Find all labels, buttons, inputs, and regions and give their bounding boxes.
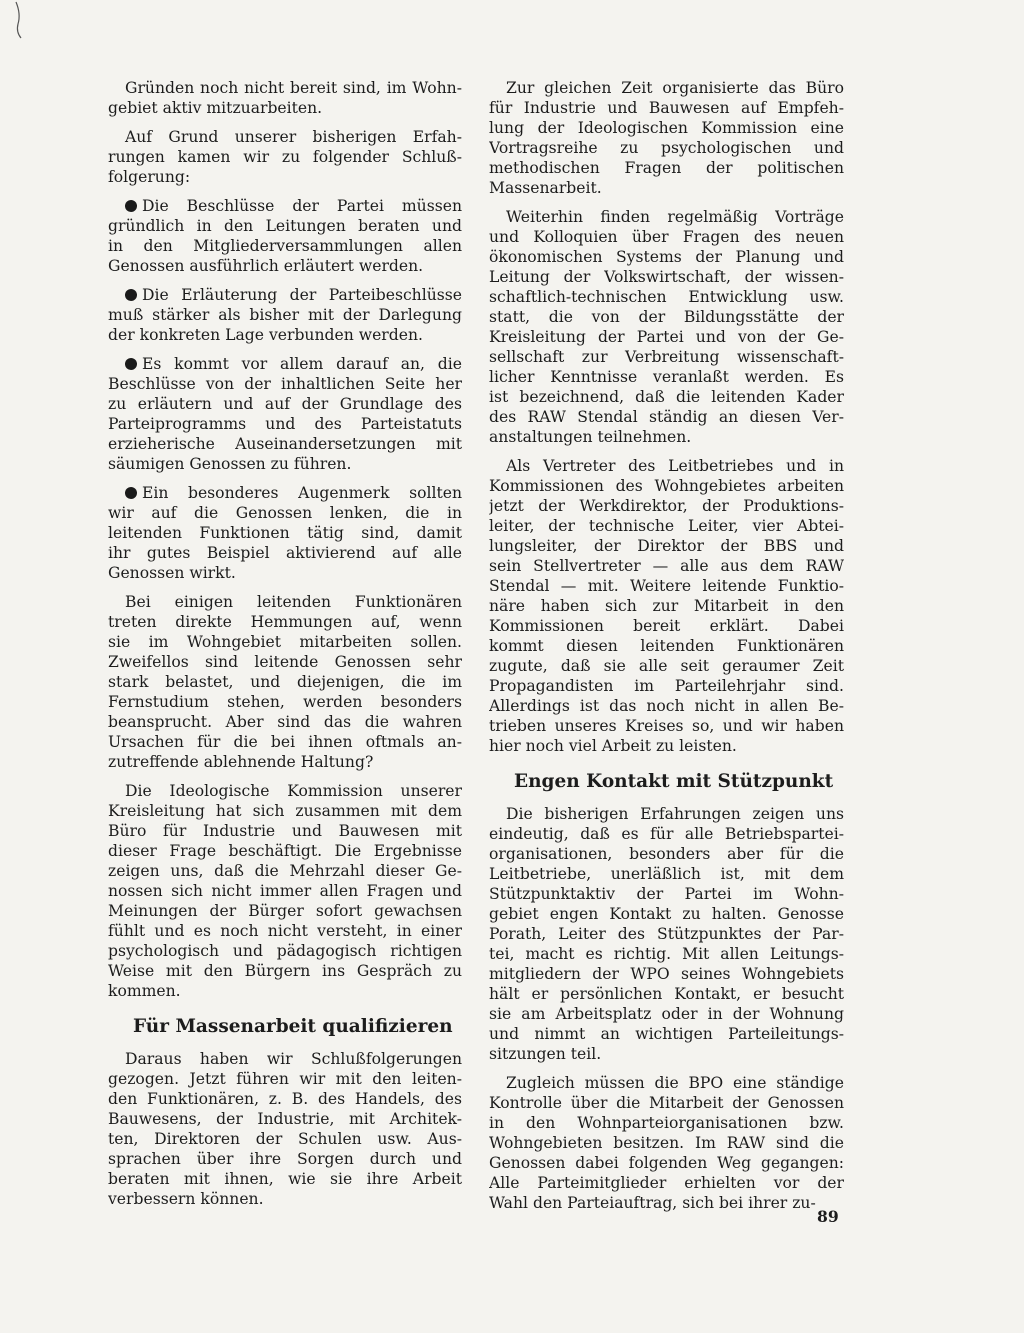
text-line: Weise mit den Bürgern ins Gespräch zu bbox=[108, 962, 462, 980]
text-line: für Industrie und Bauwesen auf Empfeh- bbox=[489, 99, 844, 117]
paragraph bbox=[489, 804, 844, 1064]
text-line: rungen kamen wir zu folgender Schluß- bbox=[108, 148, 462, 166]
text-line: hält er persönlichen Kontakt, er besucht bbox=[489, 985, 844, 1003]
text-line: Zweifellos sind leitende Genossen sehr bbox=[108, 653, 462, 671]
text-line: anstaltungen teilnehmen. bbox=[489, 428, 692, 446]
text-line: sie am Arbeitsplatz oder in der Wohnung bbox=[489, 1005, 844, 1023]
bullet-icon bbox=[125, 358, 137, 370]
text-line: ihr gutes Beispiel aktivierend auf alle bbox=[108, 544, 462, 562]
text-line: Zugleich müssen die BPO eine ständige bbox=[506, 1074, 844, 1092]
text-line: tei, macht es richtig. Mit allen Leitungs- bbox=[489, 945, 844, 963]
text-line: gründlich in den Leitungen beraten und bbox=[108, 217, 462, 235]
text-line: ist bezeichnend, daß die leitenden Kader bbox=[489, 388, 844, 406]
text-line: des RAW Stendal ständig an diesen Ver- bbox=[489, 408, 844, 426]
section-heading: Für Massenarbeit qualifizieren bbox=[133, 1016, 453, 1037]
section-heading: Engen Kontakt mit Stützpunkt bbox=[514, 771, 834, 792]
text-line: Daraus haben wir Schlußfolgerungen bbox=[125, 1050, 462, 1068]
text-line: Leitung der Volkswirtschaft, der wissen- bbox=[489, 268, 844, 286]
bullet-icon bbox=[125, 200, 137, 212]
text-line: zu erläutern und auf der Grundlage des bbox=[108, 395, 462, 413]
text-line: der konkreten Lage verbunden werden. bbox=[108, 326, 423, 344]
text-line: leitenden Funktionen tätig sind, damit bbox=[108, 524, 462, 542]
text-line: Wahl den Parteiauftrag, sich bei ihrer zu- bbox=[489, 1194, 816, 1212]
text-line: licher Kenntnisse veranlaßt werden. Es bbox=[489, 368, 844, 386]
text-line: schaftlich-technischen Entwicklung usw. bbox=[489, 288, 844, 306]
text-line: Gründen noch nicht bereit sind, im Wohn- bbox=[125, 79, 462, 97]
text-line: Bauwesens, der Industrie, mit Architek- bbox=[108, 1110, 462, 1128]
text-line: Alle Parteimitglieder erhielten vor der bbox=[489, 1174, 844, 1192]
text-line: Genossen dabei folgenden Weg gegangen: bbox=[489, 1154, 844, 1172]
text-line: Vortragsreihe zu psychologischen und bbox=[489, 139, 844, 157]
paragraph bbox=[489, 207, 844, 447]
text-line: Büro für Industrie und Bauwesen mit bbox=[108, 822, 462, 840]
text-line: verbessern können. bbox=[108, 1190, 264, 1208]
text-line: muß stärker als bisher mit der Darlegung bbox=[108, 306, 462, 324]
text-line: Weiterhin finden regelmäßig Vorträge bbox=[506, 208, 844, 226]
text-line: sitzungen teil. bbox=[489, 1045, 602, 1063]
text-line: sein Stellvertreter — alle aus dem RAW bbox=[489, 557, 844, 575]
text-line: Parteiprogramms und des Parteistatuts bbox=[108, 415, 462, 433]
text-line: stark belastet, und diejenigen, die im bbox=[108, 673, 462, 691]
text-line: leiter, der technische Leiter, vier Abtei- bbox=[489, 517, 844, 535]
text-line: treten direkte Hemmungen auf, wenn bbox=[108, 613, 462, 631]
paragraph bbox=[489, 1073, 844, 1213]
text-line: erzieherische Auseinandersetzungen mit bbox=[108, 435, 462, 453]
text-line: zutreffende ablehnende Haltung? bbox=[108, 753, 374, 771]
bullet-text: Ein besonderes Augenmerk sollten bbox=[142, 484, 462, 502]
text-line: Auf Grund unserer bisherigen Erfah- bbox=[125, 128, 462, 146]
text-line: hier noch viel Arbeit zu leisten. bbox=[489, 737, 737, 755]
text-line: sie im Wohngebiet mitarbeiten sollen. bbox=[108, 633, 462, 651]
text-line: und nimmt an wichtigen Parteileitungs- bbox=[489, 1025, 844, 1043]
text-line: Kreisleitung der Partei und von der Ge- bbox=[489, 328, 844, 346]
text-line bbox=[108, 196, 462, 216]
text-line: wir auf die Genossen lenken, die in bbox=[108, 504, 462, 522]
text-line: Stützpunktaktiv der Partei im Wohn- bbox=[489, 885, 844, 903]
page-number: 89 bbox=[817, 1207, 839, 1226]
text-line: gezogen. Jetzt führen wir mit den leiten- bbox=[108, 1070, 462, 1088]
text-line: mitgliedern der WPO seines Wohngebiets bbox=[489, 965, 844, 983]
bullet-text: Es kommt vor allem darauf an, die bbox=[142, 355, 462, 373]
scan-edge-mark bbox=[12, 0, 26, 40]
text-line: sprachen über ihre Sorgen durch und bbox=[108, 1150, 462, 1168]
text-line: Als Vertreter des Leitbetriebes und in bbox=[506, 457, 844, 475]
text-line bbox=[108, 285, 462, 305]
text-line: ökonomischen Systems der Planung und bbox=[489, 248, 844, 266]
text-line: und Kolloquien über Fragen des neuen bbox=[489, 228, 844, 246]
paragraph bbox=[108, 592, 462, 772]
bullet-icon bbox=[125, 289, 137, 301]
bullet-item bbox=[108, 285, 462, 345]
text-line: Allerdings ist das noch nicht in allen Be- bbox=[489, 697, 844, 715]
text-line: Genossen wirkt. bbox=[108, 564, 236, 582]
text-line: Stendal — mit. Weitere leitende Funktio- bbox=[489, 577, 844, 595]
bullet-item bbox=[108, 196, 462, 276]
text-line: organisationen, besonders aber für die bbox=[489, 845, 844, 863]
text-line: Beschlüsse von der inhaltlichen Seite her bbox=[108, 375, 462, 393]
text-line: beraten mit ihnen, wie sie ihre Arbeit bbox=[108, 1170, 462, 1188]
text-line: nossen sich nicht immer allen Fragen und bbox=[108, 882, 462, 900]
text-line: zugute, daß sie alle seit geraumer Zeit bbox=[489, 657, 844, 675]
text-line: Kommissionen des Wohngebietes arbeiten bbox=[489, 477, 844, 495]
text-line: trieben unseres Kreises so, und wir haben bbox=[489, 717, 844, 735]
text-line: gebiet aktiv mitzuarbeiten. bbox=[108, 99, 323, 117]
text-line: gebiet engen Kontakt zu halten. Genosse bbox=[489, 905, 844, 923]
paragraph bbox=[108, 127, 462, 187]
text-line: methodischen Fragen der politischen bbox=[489, 159, 844, 177]
text-line: Fernstudium stehen, werden besonders bbox=[108, 693, 462, 711]
bullet-text: Die Beschlüsse der Partei müssen bbox=[142, 197, 462, 215]
bullet-item bbox=[108, 354, 462, 474]
text-line: folgerung: bbox=[108, 168, 191, 186]
text-line: Bei einigen leitenden Funktionären bbox=[125, 593, 462, 611]
text-line: lung der Ideologischen Kommission eine bbox=[489, 119, 844, 137]
paragraph bbox=[108, 78, 462, 118]
text-line: ten, Direktoren der Schulen usw. Aus- bbox=[108, 1130, 462, 1148]
text-line: Die bisherigen Erfahrungen zeigen uns bbox=[506, 805, 844, 823]
text-line: Meinungen der Bürger sofort gewachsen bbox=[108, 902, 462, 920]
text-line: Massenarbeit. bbox=[489, 179, 602, 197]
paragraph bbox=[108, 1049, 462, 1209]
paragraph bbox=[108, 781, 462, 1001]
text-line bbox=[108, 354, 462, 374]
text-line: psychologisch und pädagogisch richtigen bbox=[108, 942, 462, 960]
text-line: Propagandisten im Parteilehrjahr sind. bbox=[489, 677, 844, 695]
bullet-text: Die Erläuterung der Parteibeschlüsse bbox=[142, 286, 462, 304]
paragraph bbox=[489, 456, 844, 756]
text-line bbox=[108, 483, 462, 503]
bullet-icon bbox=[125, 487, 137, 499]
text-line: Leitbetriebe, unerläßlich ist, mit dem bbox=[489, 865, 844, 883]
text-line: Zur gleichen Zeit organisierte das Büro bbox=[506, 79, 844, 97]
text-line: Kommissionen bereit erklärt. Dabei bbox=[489, 617, 844, 635]
text-line: näre haben sich zur Mitarbeit in den bbox=[489, 597, 844, 615]
text-line: Ursachen für die bei ihnen oftmals an- bbox=[108, 733, 462, 751]
text-line: den Funktionären, z. B. des Handels, des bbox=[108, 1090, 462, 1108]
text-line: Kreisleitung hat sich zusammen mit dem bbox=[108, 802, 462, 820]
text-line: statt, die von der Bildungsstätte der bbox=[489, 308, 844, 326]
text-line: Genossen ausführlich erläutert werden. bbox=[108, 257, 424, 275]
left-column bbox=[108, 78, 462, 1218]
text-line: Kontrolle über die Mitarbeit der Genossen bbox=[489, 1094, 844, 1112]
text-line: Wohngebieten besitzen. Im RAW sind die bbox=[489, 1134, 844, 1152]
text-line: Die Ideologische Kommission unserer bbox=[125, 782, 462, 800]
paragraph bbox=[489, 78, 844, 198]
text-line: zeigen uns, daß die Mehrzahl dieser Ge- bbox=[108, 862, 462, 880]
text-line: kommt diesen leitenden Funktionären bbox=[489, 637, 844, 655]
text-line: in den Mitgliederversammlungen allen bbox=[108, 237, 462, 255]
text-line: fühlt und es noch nicht versteht, in einer bbox=[108, 922, 462, 940]
right-column bbox=[489, 78, 844, 1222]
text-line: dieser Frage beschäftigt. Die Ergebnisse bbox=[108, 842, 462, 860]
text-line: lungsleiter, der Direktor der BBS und bbox=[489, 537, 844, 555]
text-line: in den Wohnparteiorganisationen bzw. bbox=[489, 1114, 844, 1132]
text-line: sellschaft zur Verbreitung wissenschaft- bbox=[489, 348, 844, 366]
bullet-item bbox=[108, 483, 462, 583]
text-line: kommen. bbox=[108, 982, 181, 1000]
text-line: Porath, Leiter des Stützpunktes der Par- bbox=[489, 925, 844, 943]
text-line: eindeutig, daß es für alle Betriebsparteі- bbox=[489, 825, 844, 843]
text-line: säumigen Genossen zu führen. bbox=[108, 455, 352, 473]
text-line: beansprucht. Aber sind das die wahren bbox=[108, 713, 462, 731]
text-line: jetzt der Werkdirektor, der Produktions- bbox=[489, 497, 844, 515]
